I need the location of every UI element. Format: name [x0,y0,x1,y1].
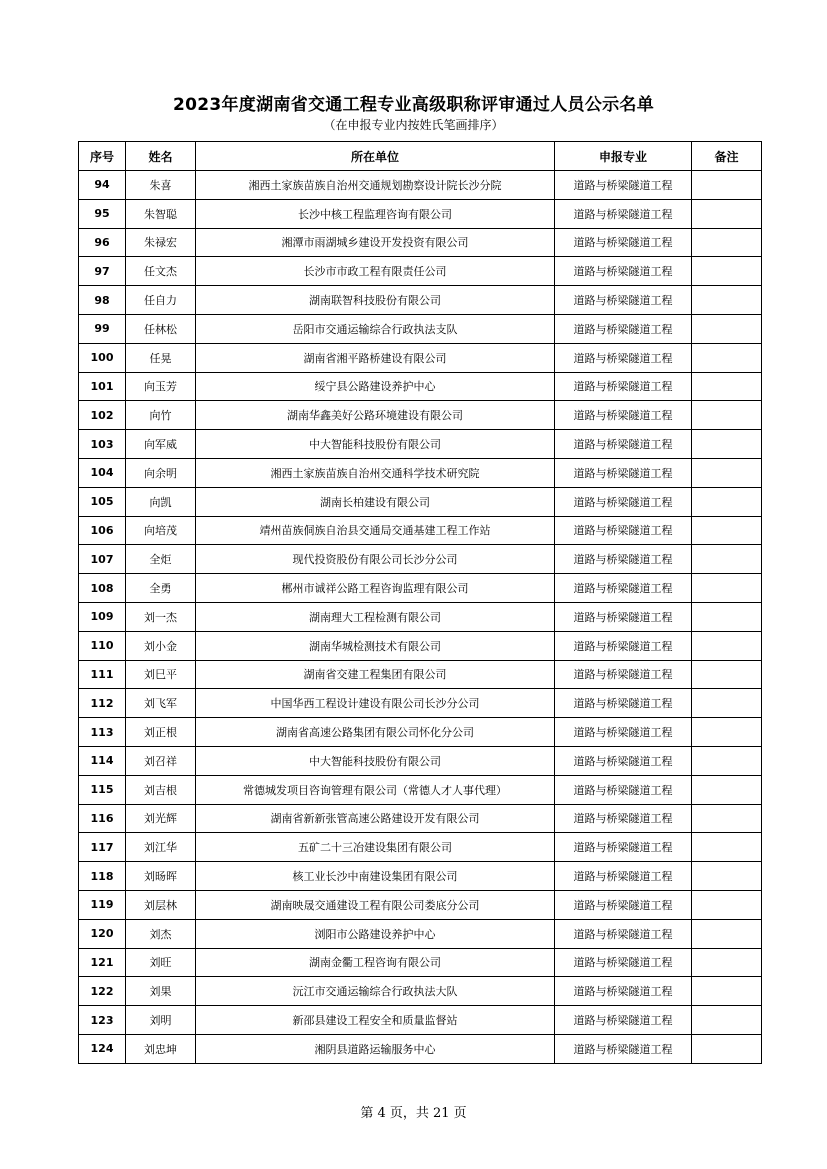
table-row [79,545,762,574]
cell-no: 103 [79,430,126,459]
cell-note [692,775,762,804]
cell-no: 109 [79,602,126,631]
cell-unit: 常德城发项目咨询管理有限公司（常德人才人事代理） [196,775,555,804]
table-row [79,314,762,343]
cell-major: 道路与桥梁隧道工程 [555,833,692,862]
cell-major: 道路与桥梁隧道工程 [555,545,692,574]
cell-no: 124 [79,1034,126,1063]
cell-major: 道路与桥梁隧道工程 [555,919,692,948]
cell-unit: 湖南省交建工程集团有限公司 [196,660,555,689]
table-row [79,862,762,891]
table-row [79,171,762,200]
cell-unit: 湖南金衢工程咨询有限公司 [196,948,555,977]
cell-name: 朱智聪 [126,199,196,228]
cell-note [692,458,762,487]
cell-no: 101 [79,372,126,401]
cell-note [692,286,762,315]
cell-unit: 中大智能科技股份有限公司 [196,430,555,459]
cell-major: 道路与桥梁隧道工程 [555,804,692,833]
cell-unit: 湘阴县道路运输服务中心 [196,1034,555,1063]
cell-no: 110 [79,631,126,660]
cell-name: 朱喜 [126,171,196,200]
cell-note [692,487,762,516]
cell-unit: 湖南长柏建设有限公司 [196,487,555,516]
cell-no: 98 [79,286,126,315]
cell-name: 刘层林 [126,890,196,919]
cell-major: 道路与桥梁隧道工程 [555,487,692,516]
cell-major: 道路与桥梁隧道工程 [555,602,692,631]
table-row [79,660,762,689]
cell-unit: 沅江市交通运输综合行政执法大队 [196,977,555,1006]
cell-major: 道路与桥梁隧道工程 [555,718,692,747]
cell-name: 刘旸晖 [126,862,196,891]
cell-name: 任晃 [126,343,196,372]
cell-name: 任林松 [126,314,196,343]
cell-major: 道路与桥梁隧道工程 [555,775,692,804]
cell-major: 道路与桥梁隧道工程 [555,257,692,286]
cell-major: 道路与桥梁隧道工程 [555,314,692,343]
table-row [79,228,762,257]
table-row [79,487,762,516]
cell-name: 朱禄宏 [126,228,196,257]
cell-name: 刘江华 [126,833,196,862]
table-row [79,746,762,775]
cell-major: 道路与桥梁隧道工程 [555,372,692,401]
cell-name: 任文杰 [126,257,196,286]
cell-name: 向培茂 [126,516,196,545]
cell-unit: 五矿二十三冶建设集团有限公司 [196,833,555,862]
header-major: 申报专业 [555,142,692,171]
cell-no: 106 [79,516,126,545]
table-row [79,718,762,747]
table-row [79,574,762,603]
cell-note [692,372,762,401]
cell-major: 道路与桥梁隧道工程 [555,286,692,315]
cell-name: 向军威 [126,430,196,459]
cell-no: 99 [79,314,126,343]
header-unit: 所在单位 [196,142,555,171]
cell-major: 道路与桥梁隧道工程 [555,890,692,919]
cell-no: 119 [79,890,126,919]
cell-unit: 湖南映晟交通建设工程有限公司娄底分公司 [196,890,555,919]
cell-note [692,228,762,257]
cell-note [692,631,762,660]
cell-note [692,314,762,343]
table-row [79,1034,762,1063]
cell-name: 全勇 [126,574,196,603]
page-subtitle: （在申报专业内按姓氏笔画排序） [323,118,504,132]
table-row [79,343,762,372]
cell-note [692,1034,762,1063]
cell-name: 刘小金 [126,631,196,660]
cell-name: 刘明 [126,1006,196,1035]
cell-major: 道路与桥梁隧道工程 [555,199,692,228]
cell-unit: 湖南省湘平路桥建设有限公司 [196,343,555,372]
table-header-row [79,142,762,171]
cell-no: 97 [79,257,126,286]
cell-major: 道路与桥梁隧道工程 [555,430,692,459]
cell-no: 95 [79,199,126,228]
table-row [79,631,762,660]
cell-name: 向余明 [126,458,196,487]
cell-name: 刘召祥 [126,746,196,775]
cell-major: 道路与桥梁隧道工程 [555,458,692,487]
cell-no: 108 [79,574,126,603]
cell-unit: 湖南联智科技股份有限公司 [196,286,555,315]
cell-name: 刘一杰 [126,602,196,631]
cell-unit: 绥宁县公路建设养护中心 [196,372,555,401]
cell-unit: 现代投资股份有限公司长沙分公司 [196,545,555,574]
cell-no: 121 [79,948,126,977]
table-body [79,171,762,1064]
table-row [79,775,762,804]
table-row [79,257,762,286]
page-title: 2023年度湖南省交通工程专业高级职称评审通过人员公示名单 [172,95,654,115]
cell-unit: 岳阳市交通运输综合行政执法支队 [196,314,555,343]
cell-major: 道路与桥梁隧道工程 [555,343,692,372]
cell-note [692,171,762,200]
cell-no: 113 [79,718,126,747]
cell-unit: 新邵县建设工程安全和质量监督站 [196,1006,555,1035]
cell-name: 全炬 [126,545,196,574]
table-row [79,890,762,919]
cell-major: 道路与桥梁隧道工程 [555,574,692,603]
header-no: 序号 [79,142,126,171]
cell-no: 105 [79,487,126,516]
cell-no: 122 [79,977,126,1006]
cell-no: 117 [79,833,126,862]
cell-unit: 长沙中核工程监理咨询有限公司 [196,199,555,228]
cell-note [692,660,762,689]
cell-major: 道路与桥梁隧道工程 [555,516,692,545]
cell-unit: 湖南省高速公路集团有限公司怀化分公司 [196,718,555,747]
cell-no: 112 [79,689,126,718]
cell-no: 115 [79,775,126,804]
cell-name: 向凯 [126,487,196,516]
cell-no: 100 [79,343,126,372]
cell-no: 123 [79,1006,126,1035]
cell-major: 道路与桥梁隧道工程 [555,631,692,660]
table-row [79,833,762,862]
cell-no: 111 [79,660,126,689]
cell-no: 104 [79,458,126,487]
cell-major: 道路与桥梁隧道工程 [555,1006,692,1035]
cell-note [692,545,762,574]
cell-name: 刘光辉 [126,804,196,833]
cell-note [692,257,762,286]
cell-note [692,602,762,631]
cell-unit: 湘西土家族苗族自治州交通规划勘察设计院长沙分院 [196,171,555,200]
table-row [79,372,762,401]
table-row [79,919,762,948]
cell-note [692,343,762,372]
cell-note [692,833,762,862]
table-row [79,804,762,833]
cell-major: 道路与桥梁隧道工程 [555,977,692,1006]
cell-name: 刘旺 [126,948,196,977]
cell-no: 114 [79,746,126,775]
table-row [79,430,762,459]
table-row [79,602,762,631]
cell-major: 道路与桥梁隧道工程 [555,948,692,977]
cell-note [692,401,762,430]
cell-name: 刘杰 [126,919,196,948]
cell-no: 96 [79,228,126,257]
cell-note [692,689,762,718]
table-row [79,199,762,228]
table-row [79,401,762,430]
cell-unit: 长沙市市政工程有限责任公司 [196,257,555,286]
cell-note [692,919,762,948]
table-row [79,1006,762,1035]
cell-no: 102 [79,401,126,430]
cell-major: 道路与桥梁隧道工程 [555,862,692,891]
cell-note [692,574,762,603]
cell-name: 刘果 [126,977,196,1006]
cell-name: 任自力 [126,286,196,315]
cell-unit: 湖南华城检测技术有限公司 [196,631,555,660]
cell-unit: 浏阳市公路建设养护中心 [196,919,555,948]
cell-major: 道路与桥梁隧道工程 [555,171,692,200]
cell-major: 道路与桥梁隧道工程 [555,746,692,775]
cell-note [692,862,762,891]
cell-no: 107 [79,545,126,574]
table-row [79,977,762,1006]
cell-unit: 核工业长沙中南建设集团有限公司 [196,862,555,891]
cell-unit: 郴州市诚祥公路工程咨询监理有限公司 [196,574,555,603]
cell-note [692,430,762,459]
cell-major: 道路与桥梁隧道工程 [555,228,692,257]
cell-unit: 中大智能科技股份有限公司 [196,746,555,775]
table-row [79,516,762,545]
cell-unit: 湖南省新新张管高速公路建设开发有限公司 [196,804,555,833]
cell-note [692,718,762,747]
cell-unit: 湖南理大工程检测有限公司 [196,602,555,631]
cell-major: 道路与桥梁隧道工程 [555,660,692,689]
roster-table [78,141,762,1064]
cell-no: 120 [79,919,126,948]
cell-note [692,804,762,833]
cell-name: 刘忠坤 [126,1034,196,1063]
cell-no: 118 [79,862,126,891]
cell-note [692,1006,762,1035]
cell-note [692,516,762,545]
cell-note [692,890,762,919]
header-note: 备注 [692,142,762,171]
cell-unit: 湘西土家族苗族自治州交通科学技术研究院 [196,458,555,487]
cell-no: 94 [79,171,126,200]
cell-major: 道路与桥梁隧道工程 [555,1034,692,1063]
table-row [79,689,762,718]
table-row [79,948,762,977]
cell-major: 道路与桥梁隧道工程 [555,401,692,430]
cell-name: 刘正根 [126,718,196,747]
cell-no: 116 [79,804,126,833]
cell-note [692,948,762,977]
cell-major: 道路与桥梁隧道工程 [555,689,692,718]
cell-unit: 靖州苗族侗族自治县交通局交通基建工程工作站 [196,516,555,545]
table-row [79,286,762,315]
cell-name: 向竹 [126,401,196,430]
header-name: 姓名 [126,142,196,171]
cell-name: 刘吉根 [126,775,196,804]
cell-name: 刘巳平 [126,660,196,689]
cell-note [692,977,762,1006]
table-row [79,458,762,487]
cell-unit: 湘潭市雨湖城乡建设开发投资有限公司 [196,228,555,257]
cell-unit: 湖南华鑫美好公路环境建设有限公司 [196,401,555,430]
page-footer: 第 4 页，共 21 页 [360,1106,467,1121]
cell-name: 刘飞军 [126,689,196,718]
cell-unit: 中国华西工程设计建设有限公司长沙分公司 [196,689,555,718]
cell-note [692,199,762,228]
cell-note [692,746,762,775]
cell-name: 向玉芳 [126,372,196,401]
